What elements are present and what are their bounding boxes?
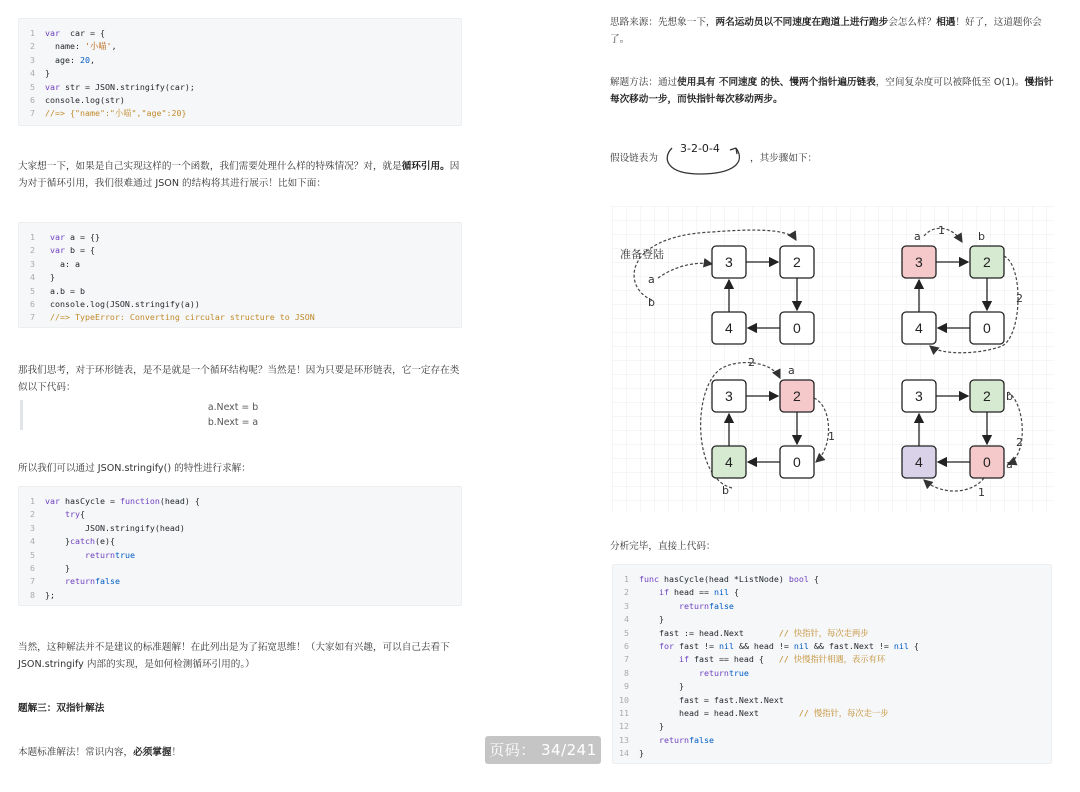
code-text: name: '小喵',	[45, 41, 117, 52]
text-segment: 大家想一下，如果是自己实现这样的一个函数，我们需要处理什么样的特殊情况？对，就是	[18, 161, 402, 172]
node-3-label: 3	[725, 254, 733, 270]
node-0-label: 0	[983, 454, 991, 470]
step-label: 1	[978, 486, 985, 499]
page-number-badge: 页码： 34/241	[485, 736, 601, 764]
code-line	[19, 54, 461, 67]
code-line	[19, 508, 461, 521]
step-label: 1	[828, 430, 835, 443]
text-segment: ！	[171, 747, 182, 758]
code-text: try{	[64, 509, 85, 520]
line-number: 6	[30, 563, 35, 574]
code-line	[613, 573, 1051, 586]
text-segment: 因为对于循环引用，我们很难通过 JSON 的结构将其进行展示！比如下面：	[18, 161, 460, 189]
paragraph-json-solution: 所以我们可以通过 JSON.stringify() 的特性进行求解：	[18, 463, 251, 474]
code-text: if head == nil {	[658, 587, 739, 598]
code-text: var car = {	[45, 28, 105, 38]
paragraph-analysis-done: 分析完毕，直接上代码：	[610, 541, 716, 552]
code-block-car	[18, 18, 462, 126]
node-2-label: 2	[793, 254, 801, 270]
code-text: //=> {"name":"小喵","age":20}	[45, 108, 187, 119]
code-line	[19, 311, 461, 324]
step-label: 1	[938, 224, 945, 237]
code-line	[613, 707, 1051, 720]
text-segment: 会怎么样？	[888, 17, 937, 28]
label-start: 准备登陆	[620, 248, 664, 261]
code-block-circular	[18, 222, 462, 328]
paragraph-circular-ref	[18, 158, 462, 192]
node-2-label: 2	[983, 254, 991, 270]
code-line	[613, 627, 1051, 640]
text-segment: 思路来源：先想象一下，	[610, 17, 716, 28]
code-line	[19, 575, 461, 588]
line-number: 3	[624, 600, 629, 611]
line-number: 13	[619, 734, 629, 745]
line-number: 4	[30, 68, 35, 79]
code-block-hascycle-js	[18, 486, 462, 606]
line-number: 7	[30, 108, 35, 119]
line-number: 3	[30, 54, 35, 65]
line-number: 3	[30, 522, 35, 533]
paragraph-steps-suffix: ，其步骤如下：	[750, 153, 818, 164]
line-number: 8	[30, 589, 35, 600]
line-number: 7	[30, 312, 35, 323]
line-number: 9	[624, 681, 629, 692]
line-number: 14	[619, 748, 629, 759]
code-line	[19, 522, 461, 535]
line-number: 5	[30, 285, 35, 296]
code-line	[19, 231, 461, 244]
line-number: 2	[30, 509, 35, 520]
code-line	[19, 27, 461, 40]
line-number: 2	[30, 41, 35, 52]
line-number: 1	[30, 496, 35, 506]
code-line	[19, 107, 461, 120]
text-bold: 循环引用。	[401, 161, 450, 172]
code-text: //=> TypeError: Converting circular structure to JSON	[45, 312, 315, 323]
code-text: returnfalse	[678, 600, 734, 611]
line-number: 12	[619, 721, 629, 732]
code-text: var b = {	[45, 245, 95, 256]
code-line	[19, 549, 461, 562]
line-number: 3	[30, 258, 35, 269]
line-number: 5	[30, 81, 35, 92]
line-number: 10	[619, 694, 629, 705]
step-label: 2	[748, 356, 755, 369]
code-text: }	[45, 563, 70, 574]
code-line	[613, 680, 1051, 693]
line-number: 5	[624, 627, 629, 638]
node-4-label: 4	[725, 320, 733, 336]
code-line	[19, 285, 461, 298]
text-segment: 解题方法：通过	[610, 77, 678, 88]
code-text: for fast != nil && head != nil && fast.Next != nil {	[658, 641, 919, 652]
node-3-label: 3	[915, 254, 923, 270]
loop-arrowhead	[730, 148, 737, 154]
paragraph-not-standard: 当然，这种解法并不是建议的标准题解！在此列出是为了拓宽思维！（大家如有兴趣，可以自己去看下 JSON.stringify 内部的实现，是如何检测循环引用的。）	[18, 642, 450, 670]
code-text: a.b = b	[45, 285, 85, 296]
paragraph-idea-source	[610, 14, 1054, 48]
code-text: };	[45, 589, 55, 600]
linked-list-loop-sketch	[660, 136, 750, 178]
code-text: age: 20,	[45, 54, 95, 65]
text-bold: 两名运动员以不同速度在跑道上进行跑步	[715, 17, 889, 28]
code-line	[19, 67, 461, 80]
code-text: returnfalse	[64, 576, 120, 587]
code-line	[19, 298, 461, 311]
quote-line: b.Next = a	[207, 417, 259, 428]
node-4-label: 4	[915, 454, 923, 470]
line-number: 7	[624, 654, 629, 665]
pointer-b-label: b	[648, 296, 655, 309]
code-line	[19, 81, 461, 94]
code-line	[613, 694, 1051, 707]
code-text: }	[639, 681, 684, 692]
code-text: fast = fast.Next.Next	[639, 694, 784, 705]
node-2-label: 2	[983, 388, 991, 404]
code-text: if fast == head { // 快慢指针相遇，表示有环	[678, 654, 886, 665]
line-number: 11	[619, 708, 629, 719]
code-line	[19, 535, 461, 548]
code-line	[19, 244, 461, 257]
line-number: 4	[30, 536, 35, 547]
pointer-b-label: b	[722, 484, 729, 497]
code-line	[613, 720, 1051, 733]
code-text: var str = JSON.stringify(car);	[45, 81, 195, 92]
node-2-label: 2	[793, 388, 801, 404]
line-number: 1	[30, 28, 35, 38]
code-text: returntrue	[698, 667, 749, 678]
code-text: var hasCycle = function(head) {	[45, 496, 200, 506]
code-text: returntrue	[84, 549, 135, 560]
line-number: 8	[624, 667, 629, 678]
pointer-b-label: b	[978, 230, 985, 243]
code-text: }	[45, 272, 55, 283]
line-number: 7	[30, 576, 35, 587]
code-text: returnfalse	[658, 734, 714, 745]
code-text: func hasCycle(head *ListNode) bool {	[639, 574, 819, 584]
code-text: a: a	[45, 258, 80, 269]
node-0-label: 0	[793, 454, 801, 470]
code-text: console.log(str)	[45, 95, 125, 106]
line-number: 5	[30, 549, 35, 560]
pointer-a-label: a	[1006, 458, 1013, 471]
step-label: 2	[1016, 292, 1023, 305]
code-text: JSON.stringify(head)	[45, 522, 185, 533]
code-text: head = head.Next // 慢指针，每次走一步	[639, 708, 889, 719]
node-3-label: 3	[915, 388, 923, 404]
code-line	[19, 94, 461, 107]
section-heading: 题解三：双指针解法	[18, 703, 105, 714]
line-number: 1	[30, 232, 35, 242]
pointer-b-label: b	[1006, 390, 1013, 403]
code-line	[613, 734, 1051, 747]
text-bold: 慢指针每次移动一步，而快指针每次移动两步。	[610, 77, 1054, 105]
code-text: var a = {}	[45, 232, 100, 242]
loop-label: 3-2-0-4	[680, 142, 720, 155]
code-line	[613, 747, 1051, 760]
pointer-a-label: a	[914, 230, 921, 243]
code-text: }	[639, 721, 664, 732]
code-text: console.log(JSON.stringify(a))	[45, 299, 200, 310]
line-number: 1	[624, 574, 629, 584]
code-line	[613, 600, 1051, 613]
line-number: 6	[30, 299, 35, 310]
quote-block	[20, 400, 433, 430]
line-number: 6	[624, 641, 629, 652]
code-line	[19, 589, 461, 602]
paragraph-method	[610, 74, 1054, 108]
node-4-label: 4	[725, 454, 733, 470]
step-label: 2	[1016, 436, 1023, 449]
code-line	[19, 271, 461, 284]
code-line	[613, 640, 1051, 653]
paragraph-list-assumption: 假设链表为	[610, 153, 658, 164]
pointer-a-label: a	[788, 364, 795, 377]
code-text: }	[45, 68, 50, 79]
code-text: fast := head.Next // 快指针，每次走两步	[639, 627, 869, 638]
paragraph-standard-solution	[18, 744, 462, 761]
code-line	[19, 258, 461, 271]
code-text: }	[639, 614, 664, 625]
code-line	[613, 613, 1051, 626]
node-0-label: 0	[983, 320, 991, 336]
code-line	[613, 667, 1051, 680]
node-0-label: 0	[793, 320, 801, 336]
text-bold: 使用具有 不同速度 的快、慢两个指针遍历链表	[677, 77, 876, 88]
code-line	[19, 40, 461, 53]
code-text: }	[639, 748, 644, 759]
line-number: 6	[30, 95, 35, 106]
text-segment: ，空间复杂度可以被降低至 O(1)。	[875, 77, 1025, 88]
pointer-a-label: a	[648, 273, 655, 286]
node-4-label: 4	[915, 320, 923, 336]
text-segment: 本题标准解法！常识内容，	[18, 747, 134, 758]
two-pointer-diagram	[612, 206, 1054, 512]
quote-line: a.Next = b	[207, 402, 259, 413]
line-number: 2	[624, 587, 629, 598]
code-line	[19, 495, 461, 508]
line-number: 4	[30, 272, 35, 283]
text-bold: 必须掌握	[133, 747, 172, 758]
code-line	[19, 562, 461, 575]
code-text: }catch(e){	[45, 536, 115, 547]
line-number: 4	[624, 614, 629, 625]
code-line	[613, 653, 1051, 666]
paragraph-cycle-structure: 那我们思考，对于环形链表，是不是就是一个循环结构呢？当然是！因为只要是环形链表，它一定存在类似以下代码：	[18, 365, 460, 393]
text-bold: 相遇	[936, 17, 956, 28]
code-line	[613, 586, 1051, 599]
code-block-hascycle-go	[612, 564, 1052, 764]
node-3-label: 3	[725, 388, 733, 404]
line-number: 2	[30, 245, 35, 256]
text-segment: ！好了，这道题你会了。	[610, 17, 1042, 45]
